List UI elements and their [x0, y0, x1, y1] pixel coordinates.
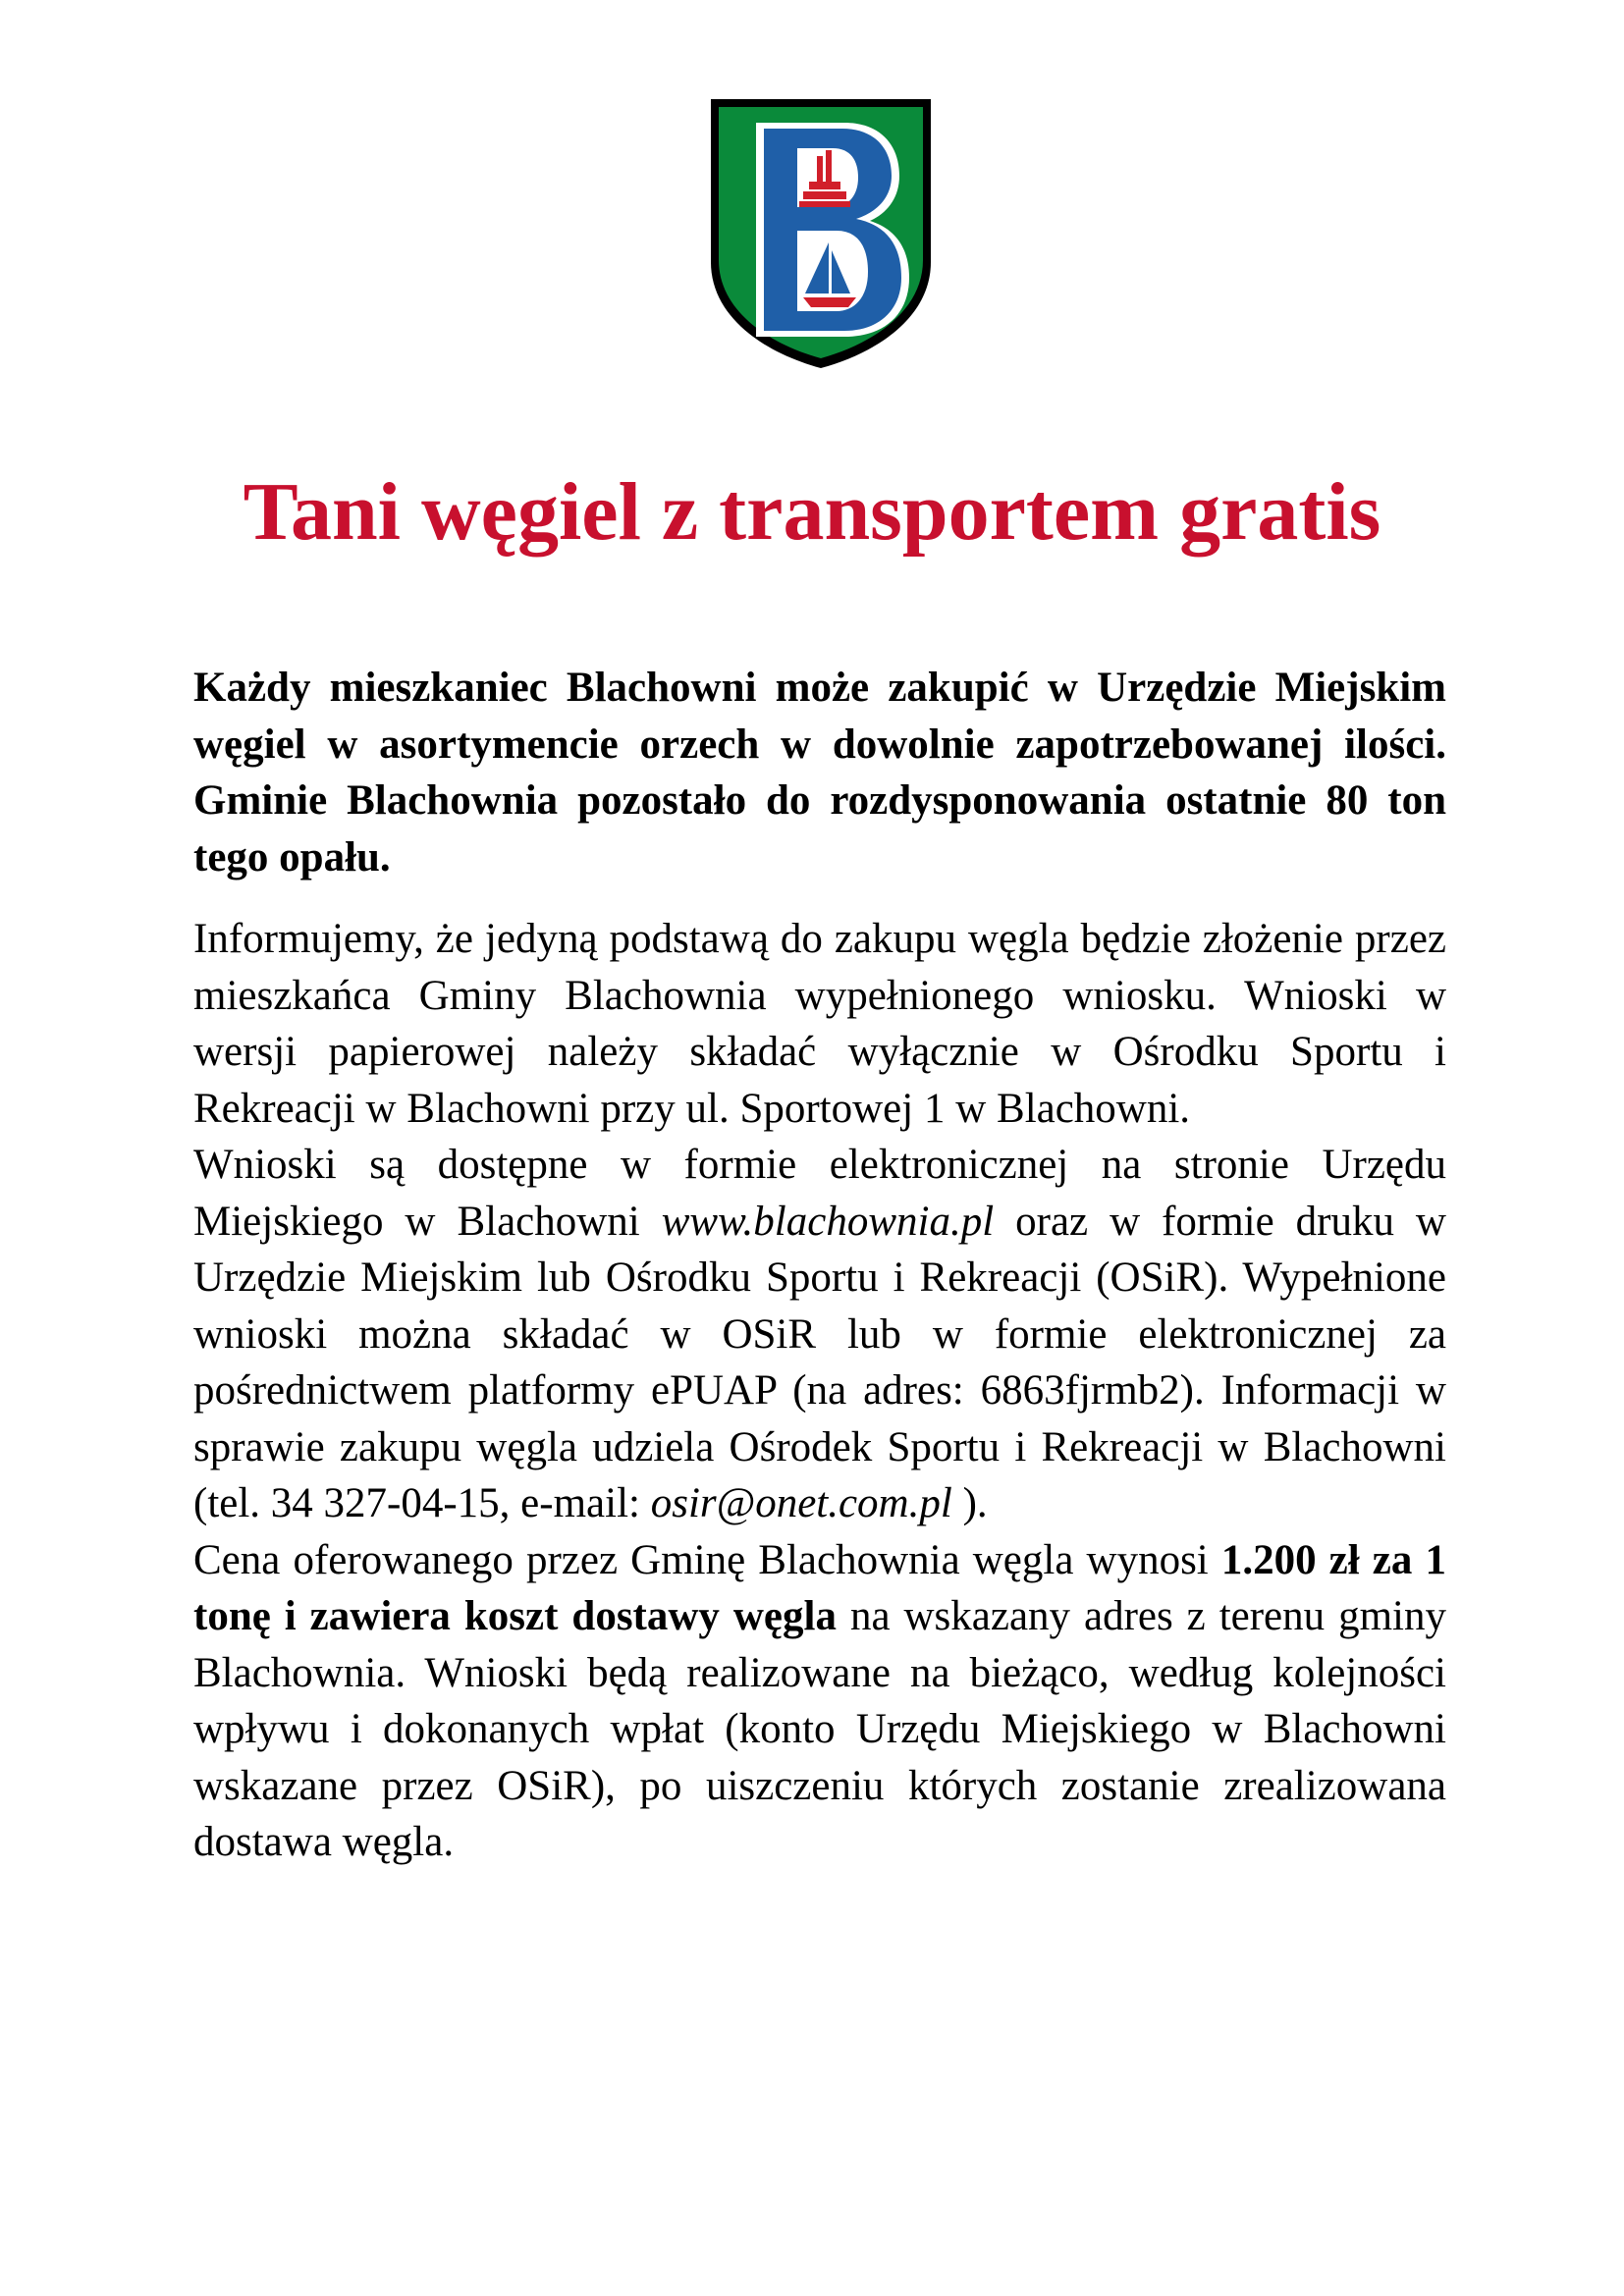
- lead-paragraph: Każdy mieszkaniec Blachowni może zakupić w Urzędzie Miejskim węgiel w asortymencie orzech w dowolnie zapotrzebowanej ilości. Gminie Blachownia pozostało do rozdysponowania ostatnie 80 ton tego opału.: [193, 665, 1446, 881]
- notice-body: [193, 660, 1446, 1871]
- email-link[interactable]: osir@onet.com.pl: [650, 1480, 952, 1526]
- paragraph-forms-info: [193, 1137, 1446, 1532]
- paragraph-forms-text-3: ).: [951, 1480, 988, 1526]
- price-highlight: 1.200 zł za 1 tonę i zawiera koszt dostawy węgla: [193, 1536, 1446, 1639]
- price-text-2: na wskazany adres z terenu gminy Blachownia. Wnioski będą realizowane na bieżąco, według kolejności wpływu i dokonanych wpłat (konto Urzędu Miejskiego w Blachowni wskazane przez OSiR), po uiszczeniu których zostanie zrealizowana dostawa węgla.: [193, 1593, 1446, 1865]
- paragraph-forms-text-1: Wnioski są dostępne w formie elektronicznej na stronie Urzędu Miejskiego w Blachowni: [193, 1142, 1446, 1245]
- price-text-1: Cena oferowanego przez Gminę Blachownia węgla wynosi: [193, 1536, 1221, 1583]
- website-link[interactable]: www.blachownia.pl: [661, 1198, 995, 1245]
- paragraph-application-info: Informujemy, że jedyną podstawą do zakupu węgla będzie złożenie przez mieszkańca Gminy Blachownia wypełnionego wniosku. Wnioski w wersji papierowej należy składać wyłącznie w Ośrodku Sportu i Rekreacji w Blachowni przy ul. Sportowej 1 w Blachowni.: [193, 916, 1446, 1132]
- paragraph-forms-text-2: oraz w formie druku w Urzędzie Miejskim lub Ośrodku Sportu i Rekreacji (OSiR). Wypełnione wnioski można składać w OSiR lub w formie elektronicznej za pośrednictwem platformy ePUAP (na adres: 6863fjrmb2). Informacji w sprawie zakupu węgla udziela Ośrodek Sportu i Rekreacji w Blachowni (tel. 34 327-04-15, e-mail:: [193, 1198, 1446, 1526]
- page-title: Tani węgiel z transportem gratis: [243, 466, 1381, 558]
- coat-of-arms-icon: [707, 95, 935, 372]
- paragraph-price-info: [193, 1532, 1446, 1871]
